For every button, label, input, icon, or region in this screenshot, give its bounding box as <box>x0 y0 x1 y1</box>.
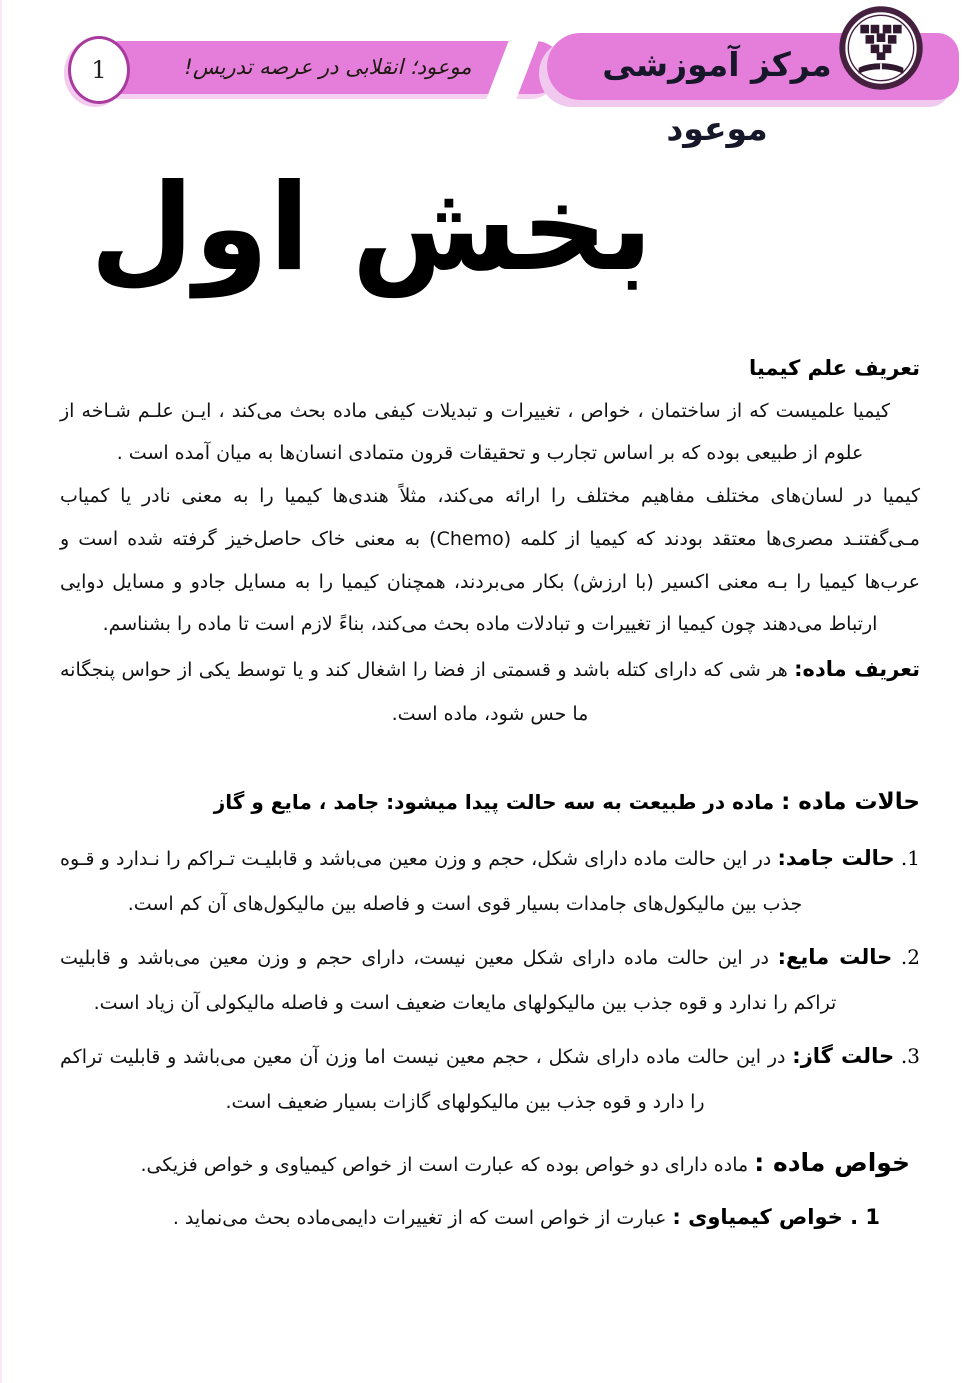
list-number: 3. <box>900 1044 920 1069</box>
mowood-emblem-icon <box>838 5 924 91</box>
part-title: بخش اول <box>90 159 653 298</box>
list-item-liquid-state <box>60 934 920 1024</box>
list-number: 1. <box>900 846 920 871</box>
slogan-text: موعود؛ انقلابی در عرصه تدریس! <box>184 55 472 79</box>
matter-properties-heading <box>60 1135 920 1190</box>
paragraph-matter-definition <box>60 646 920 736</box>
liquid-state-text: در این حالت ماده دارای شکل معین نیست، دارای حجم و وزن معین می‌باشد و قابلیت تراکم را ندارد و قوه جذب بین مالیکولهای مایعات ضعیف است و فاصله مالیکولی آن زیاد است. <box>60 947 837 1014</box>
list-item-gas-state <box>60 1033 920 1123</box>
properties-text: ماده دارای دو خواص بوده که عبارت است از خواص کیمیاوی و خواص فزیکی. <box>140 1154 749 1177</box>
gas-state-text: در این حالت ماده دارای شکل ، حجم معین نیست اما وزن آن معین می‌باشد و قابلیت تراکم را دارد و قوه جذب بین مالیکولهای گازات بسیار ضعیف است. <box>60 1046 786 1113</box>
paragraph-chemistry-definition: کیمیا علمیست که از ساختمان ، خواص ، تغییرات و تبدیلات کیفی ماده بحث می‌کند ، ایـن علـم شـاخه از علوم از طبیعی بوده که بر اساس تجارب و تحقیقات قرون متمادی انسان‌ها به میان آمده است . <box>60 399 890 465</box>
chemical-properties-lead: 1 . خواص کیمیاوی : <box>672 1205 880 1230</box>
center-logo <box>838 5 924 91</box>
section-heading-chemistry-definition: تعریف علم کیمیا <box>748 355 920 380</box>
matter-definition-text: هر شی که دارای کتله باشد و قسمتی از فضا را اشغال کند و یا توسط یکی از حواس پنجگانه ما حس شود، ماده است. <box>60 659 788 726</box>
states-heading-lead: حالات ماده : <box>781 789 920 816</box>
list-number: 2. <box>900 945 920 970</box>
states-of-matter-heading <box>60 778 920 826</box>
gas-state-lead: حالت گاز: <box>792 1044 895 1069</box>
solid-state-text: در این حالت ماده دارای شکل، حجم و وزن معین می‌باشد و قابلیـت تـراکم را نـدارد و قـوه جذب بین مالیکول‌های جامدات بسیار قوی است و فاصله بین مالیکول‌های آن کم است. <box>60 848 803 915</box>
liquid-state-lead: حالت مایع: <box>777 945 893 970</box>
properties-lead: خواص ماده : <box>754 1148 910 1178</box>
solid-state-lead: حالت جامد: <box>777 846 895 871</box>
chemical-properties-text: عبارت از خواص است که از تغییرات دایمی‌ماده بحث می‌نماید . <box>172 1207 667 1230</box>
states-heading-text: ماده در طبیعت به سه حالت پیدا میشود: جامد ، مایع و گاز <box>213 790 775 815</box>
document-body <box>60 146 920 1241</box>
paragraph-chemistry-etymology: کیمیا در لسان‌های مختلف مفاهیم مختلف را ارائه می‌کند، مثلاً هندی‌ها کیمیا را به معنی نادر یا کمیاب مـی‌گفتنـد مصری‌ها معتقد بودند که کیمیا از کلمه (Chemo) به معنی خاک حاصل‌خیز گرفته شده است و عرب‌ها کیمیا را بـه معنی اکسیر (با ارزش) بکار می‌بردند، همچنان کیمیا را به مسایل جادو و مسایل دوایی ارتباط می‌دهند چون کیمیا از تغییرات و تبادلات ماده بحث می‌کند، بناءً لازم است تا ماده را بشناسم. <box>60 485 920 636</box>
list-item-solid-state <box>60 835 920 925</box>
chemical-properties-line <box>60 1194 920 1240</box>
matter-definition-lead: تعریف ماده: <box>794 657 920 682</box>
center-name-text: مرکز آموزشی موعود <box>602 45 832 148</box>
page-number: 1 <box>91 56 107 84</box>
page-number-badge <box>68 36 130 104</box>
page-header <box>2 0 978 148</box>
